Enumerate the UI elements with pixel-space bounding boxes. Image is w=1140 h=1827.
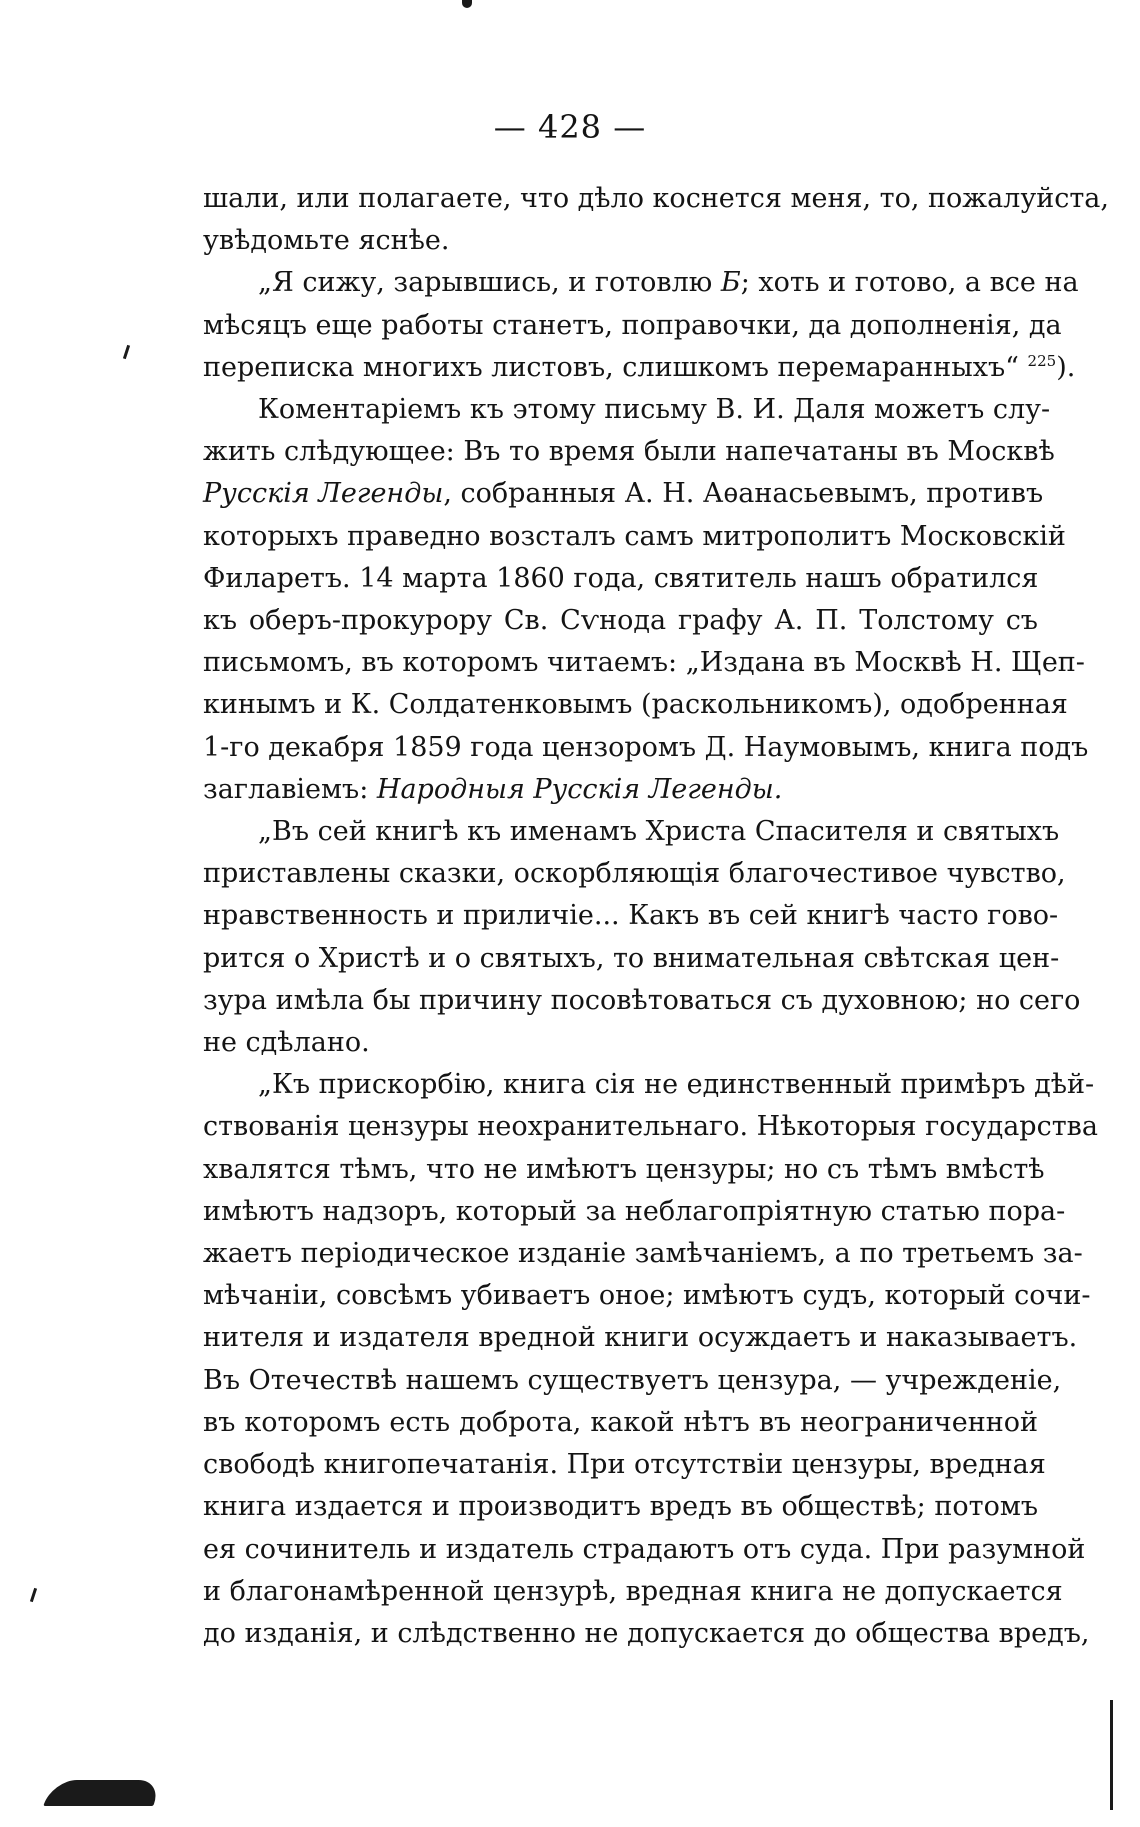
text-line: Коментаріемъ къ этому письму В. И. Даля можетъ слу- — [258, 394, 1051, 426]
paragraph-4 — [203, 811, 1081, 1064]
text-line: ея сочинитель и издатель страдаютъ отъ суда. При разумной — [203, 1533, 1086, 1565]
text-line: Въ Отечествѣ нашемъ существуетъ цензура, — учрежденіе, — [203, 1364, 1062, 1396]
text-line: „Къ прискорбію, книга сія не единственный примѣръ дѣй- — [258, 1069, 1095, 1101]
text-line: нителя и издателя вредной книги осуждаетъ и наказываетъ. — [203, 1322, 1078, 1354]
text-line — [203, 473, 1044, 515]
text-line: ствованія цензуры неохранительнаго. Нѣкоторыя государства — [203, 1111, 1098, 1143]
paragraph-2 — [203, 262, 1079, 389]
text-line: жить слѣдующее: Въ то время были напечатаны въ Москвѣ — [203, 436, 1055, 468]
text-line: свободѣ книгопечатанія. При отсутствіи цензуры, вредная — [203, 1449, 1046, 1481]
italic-letter: Б — [720, 267, 741, 299]
text-line: мѣчаніи, совсѣмъ убиваетъ оное; имѣютъ судъ, который сочи- — [203, 1280, 1091, 1312]
scan-speck — [123, 345, 130, 359]
text-line: и благонамѣренной цензурѣ, вредная книга не допускается — [203, 1575, 1063, 1607]
text-line: письмомъ, въ которомъ читаемъ: „Издана въ Москвѣ Н. Щеп- — [203, 647, 1085, 679]
text-segment: ; хоть и готово, а все на — [740, 267, 1079, 299]
paragraph-1 — [203, 178, 1109, 262]
text-line: мѣсяцъ еще работы станетъ, поправочки, да дополненія, да — [203, 309, 1062, 341]
text-segment: „Я сижу, зарывшись, и готовлю — [258, 267, 721, 299]
text-line: книга издается и производитъ вредъ въ обществѣ; потомъ — [203, 1491, 1038, 1523]
text-line: въ которомъ есть доброта, какой нѣтъ въ неограниченной — [203, 1406, 1038, 1438]
italic-title: Русскія Легенды — [203, 478, 444, 510]
text-line: жаетъ періодическое изданіе замѣчаніемъ, а по третьемъ за- — [203, 1238, 1083, 1270]
text-segment: , собранныя А. Н. Аѳанасьевымъ, противъ — [443, 478, 1044, 510]
text-segment: переписка многихъ листовъ, слишкомъ перемаранныхъ“ — [203, 351, 1028, 383]
text-line — [203, 347, 1076, 389]
footnote-marker: 225 — [1027, 351, 1057, 370]
text-line: рится о Христѣ и о святыхъ, то внимательная свѣтская цен- — [203, 942, 1060, 974]
body-text — [203, 178, 1109, 1655]
text-line: хвалятся тѣмъ, что не имѣютъ цензуры; но съ тѣмъ вмѣстѣ — [203, 1153, 1045, 1185]
text-segment: ). — [1056, 351, 1076, 383]
text-line — [203, 769, 1038, 811]
text-segment: заглавіемъ: — [203, 773, 377, 805]
text-line: не сдѣлано. — [203, 1027, 370, 1059]
scan-edge-mark — [1110, 1700, 1113, 1810]
text-line — [203, 262, 1079, 304]
paragraph-5 — [203, 1064, 1098, 1655]
ink-blot — [43, 1780, 162, 1806]
text-line: нравственность и приличіе... Какъ въ сей книгѣ часто гово- — [203, 900, 1059, 932]
text-line: зура имѣла бы причину посовѣтоваться съ духовною; но сего — [203, 984, 1081, 1016]
text-line: шали, или полагаете, что дѣло коснется меня, то, пожалуйста, — [203, 183, 1109, 214]
text-line: къ оберъ-прокурору Св. Сѵнода графу А. П. Толстому съ — [203, 605, 1038, 637]
paragraph-3 — [203, 389, 1089, 811]
text-line: увѣдомьте яснѣе. — [203, 225, 450, 257]
page-number: — 428 — — [493, 108, 647, 146]
italic-title: Народныя Русскія Легенды. — [376, 773, 783, 805]
text-line: до изданія, и слѣдственно не допускается до общества вредъ, — [203, 1617, 1090, 1649]
text-line: которыхъ праведно возсталъ самъ митрополитъ Московскій — [203, 520, 1066, 552]
scan-mark-top — [462, 0, 472, 8]
text-line: 1-го декабря 1859 года цензоромъ Д. Наумовымъ, книга подъ — [203, 731, 1089, 763]
text-line: Филаретъ. 14 марта 1860 года, святитель нашъ обратился — [203, 562, 1039, 594]
text-line: имѣютъ надзоръ, который за неблагопріятную статью пора- — [203, 1195, 1066, 1227]
text-line: приставлены сказки, оскорбляющія благочестивое чувство, — [203, 858, 1066, 890]
scan-speck — [30, 1588, 37, 1602]
text-line: „Въ сей книгѣ къ именамъ Христа Спасителя и святыхъ — [258, 816, 1060, 848]
text-line: кинымъ и К. Солдатенковымъ (раскольникомъ), одобренная — [203, 689, 1068, 721]
